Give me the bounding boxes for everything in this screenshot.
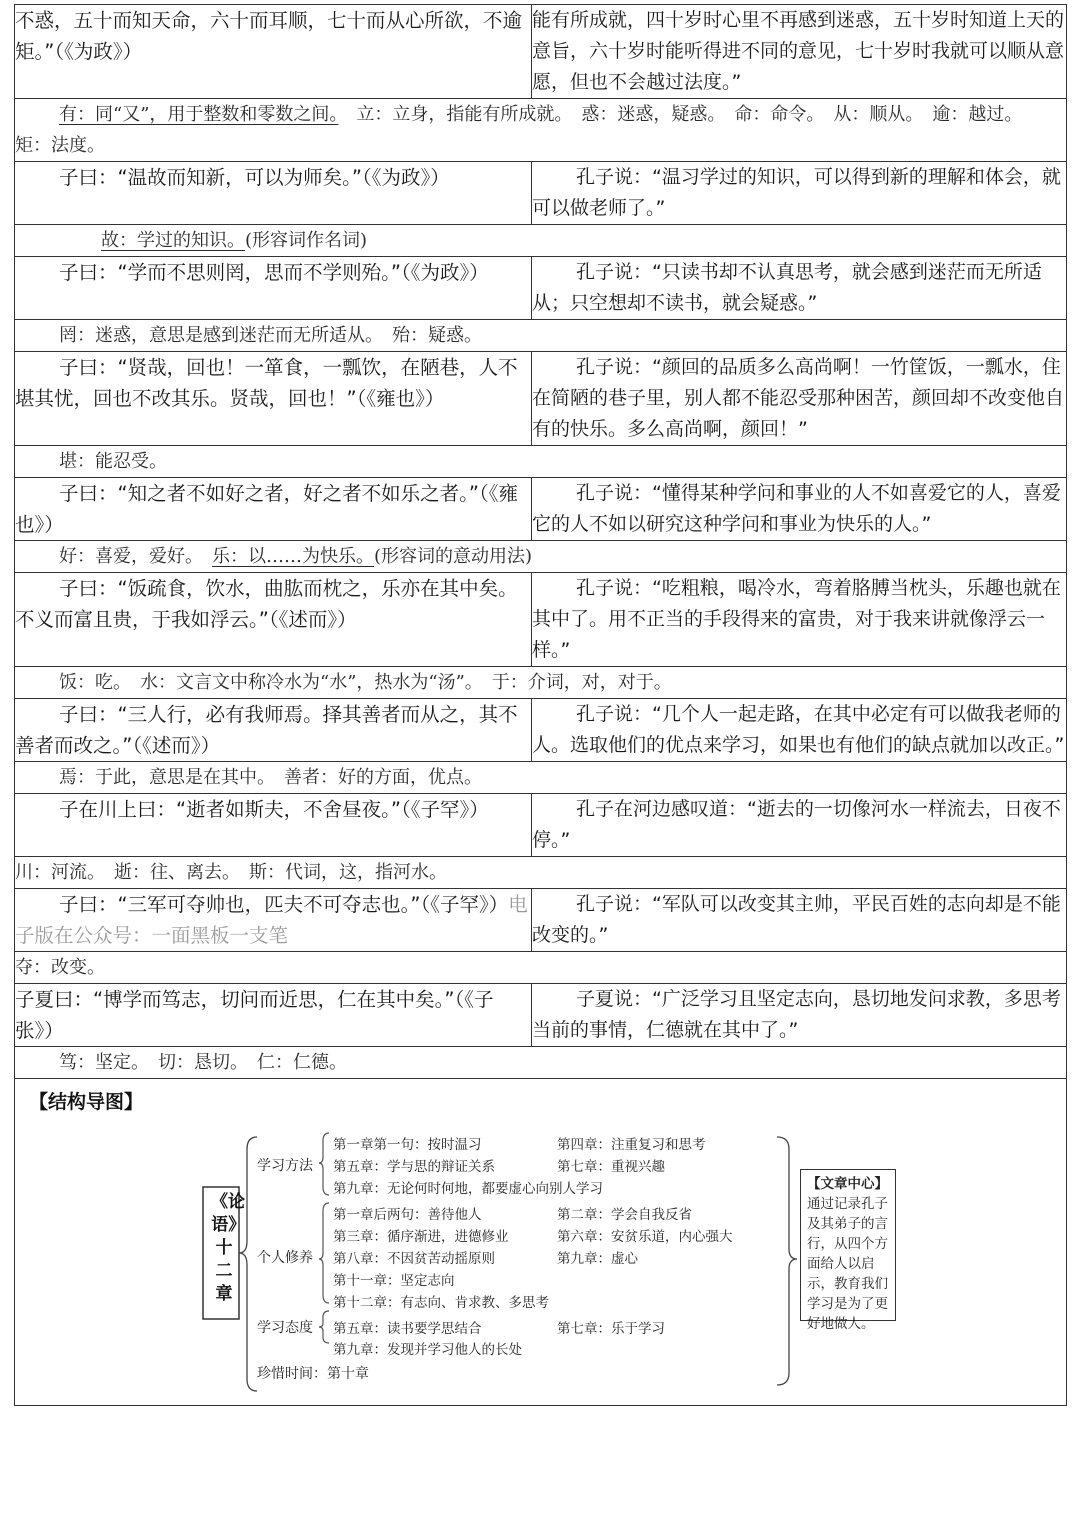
translation-text: 孔子说：“温习学过的知识，可以得到新的理解和体会，就可以做老师了。” [532, 162, 1067, 225]
center-title: 【文章中心】 [807, 1176, 888, 1192]
note-row [15, 446, 1067, 478]
translation-text: 子夏说：“广泛学习且坚定志向，恳切地发问求教，多思考当前的事情，仁德就在其中了。” [532, 984, 1067, 1047]
annotation: 有：同“又”，用于整数和零数之间。 立：立身，指能有所成就。 惑：迷惑，疑惑。 命：命令。 从：顺从。 逾：越过。 矩：法度。 [15, 99, 1067, 162]
source-text: 子曰：“三人行，必有我师焉。择其善者而从之，其不善者而改之。”（《述而》） [15, 699, 532, 762]
table-row [15, 889, 1067, 952]
category-label: 个人修养 [257, 1250, 313, 1266]
annotation: 夺：改变。 [15, 952, 1067, 984]
watermark-text: 电子版在公众号：一面黑板一支笔 [15, 893, 528, 947]
category-item: 第十一章：坚定志向 [333, 1273, 455, 1289]
article-center-box [800, 1169, 896, 1332]
center-text: 通过记录孔子及其弟子的言行，从四个方面给人以启示，教育我们学习是为了更好地做人。 [807, 1196, 888, 1332]
translation-text: 孔子说：“只读书却不认真思考，就会感到迷茫而无所适从；只空想却不读书，就会疑惑。” [532, 257, 1067, 320]
translation-text: 孔子说：“懂得某种学问和事业的人不如喜爱它的人，喜爱它的人不如以研究这种学问和事业为快乐的人。” [532, 478, 1067, 541]
note-row [15, 762, 1067, 794]
source-text: 子夏曰：“博学而笃志，切问而近思，仁在其中矣。”（《子张》） [15, 984, 532, 1047]
table-row [15, 352, 1067, 446]
translation-text: 孔子说：“军队可以改变其主帅，平民百姓的志向却是不能改变的。” [532, 889, 1067, 952]
table-row [15, 573, 1067, 667]
table-row [15, 984, 1067, 1047]
category-item: 第九章：无论何时何地，都要虚心向别人学习 [333, 1181, 603, 1197]
table-row [15, 162, 1067, 225]
category-label: 学习方法 [257, 1158, 313, 1174]
annotation: 罔：迷惑，意思是感到迷茫而无所适从。 殆：疑惑。 [15, 320, 1067, 352]
category-item: 第五章：读书要学思结合 [333, 1321, 482, 1337]
note-row [15, 541, 1067, 573]
category-item: 第四章：注重复习和思考 [557, 1137, 706, 1153]
source-text: 子曰：“饭疏食，饮水，曲肱而枕之，乐亦在其中矣。不义而富且贵，于我如浮云。”（《述而》） [15, 573, 532, 667]
note-row [15, 320, 1067, 352]
structure-map-cell [15, 1079, 1067, 1406]
category-item: 第七章：乐于学习 [557, 1321, 665, 1337]
annotation: 笃：坚定。 切：恳切。 仁：仁德。 [15, 1047, 1067, 1079]
note-row [15, 99, 1067, 162]
category-item: 第八章：不因贫苦动摇原则 [333, 1251, 495, 1267]
annotation: 焉：于此，意思是在其中。 善者：好的方面，优点。 [15, 762, 1067, 794]
category-label: 珍惜时间：第十章 [257, 1366, 369, 1382]
note-row [15, 952, 1067, 984]
lunyu-table [14, 4, 1067, 1406]
category-item: 第一章第一句：按时温习 [333, 1137, 482, 1153]
source-text: 子曰：“学而不思则罔，思而不学则殆。”（《为政》） [15, 257, 532, 320]
category-item: 第六章：安贫乐道，内心强大 [557, 1229, 733, 1245]
source-text: 不惑，五十而知天命，六十而耳顺，七十而从心所欲，不逾矩。”（《为政》） [15, 5, 532, 99]
annotation: 好：喜爱，爱好。 乐：以……为快乐。(形容词的意动用法) [15, 541, 1067, 573]
table-row [15, 257, 1067, 320]
table-row [15, 794, 1067, 857]
note-row [15, 667, 1067, 699]
source-text: 子曰：“贤哉，回也！一箪食，一瓢饮，在陋巷，人不堪其忧，回也不改其乐。贤哉，回也！”（《雍也》） [15, 352, 532, 446]
note-row [15, 225, 1067, 257]
translation-text: 孔子说：“几个人一起走路，在其中必定有可以做我老师的人。选取他们的优点来学习，如果也有他们的缺点就加以改正。” [532, 699, 1067, 762]
annotation: 饭：吃。 水：文言文中称冷水为“水”，热水为“汤”。 于：介词，对，对于。 [15, 667, 1067, 699]
category-label: 学习态度 [257, 1320, 313, 1336]
source-text: 子曰：“三军可夺帅也，匹夫不可夺志也。”（《子罕》）电子版在公众号：一面黑板一支笔 [15, 889, 532, 952]
table-row [15, 478, 1067, 541]
source-text: 子曰：“知之者不如好之者，好之者不如乐之者。”（《雍也》） [15, 478, 532, 541]
note-row [15, 1047, 1067, 1079]
source-text: 子曰：“温故而知新，可以为师矣。”（《为政》） [15, 162, 532, 225]
structure-map [195, 1129, 915, 1399]
translation-text: 孔子在河边感叹道：“逝去的一切像河水一样流去，日夜不停。” [532, 794, 1067, 857]
category-item: 第三章：循序渐进，进德修业 [333, 1229, 509, 1245]
translation-text: 能有所成就，四十岁时心里不再感到迷惑，五十岁时知道上天的意旨，六十岁时能听得进不同的意见，七十岁时我就可以顺从意愿，但也不会越过法度。” [532, 5, 1067, 99]
structure-heading: 【结构导图】 [29, 1091, 144, 1113]
annotation: 川：河流。 逝：往、离去。 斯：代词，这，指河水。 [15, 857, 1067, 889]
annotation: 故：学过的知识。(形容词作名词) [15, 225, 1067, 257]
table-row [15, 699, 1067, 762]
note-row [15, 857, 1067, 889]
translation-text: 孔子说：“颜回的品质多么高尚啊！一竹筐饭，一瓢水，住在简陋的巷子里，别人都不能忍受那种困苦，颜回却不改变他自有的快乐。多么高尚啊，颜回！” [532, 352, 1067, 446]
translation-text: 孔子说：“吃粗粮，喝冷水，弯着胳膊当枕头，乐趣也就在其中了。用不正当的手段得来的富贵，对于我来讲就像浮云一样。” [532, 573, 1067, 667]
structure-row [15, 1079, 1067, 1406]
category-item: 第一章后两句：善待他人 [333, 1207, 482, 1223]
source-text: 子在川上曰：“逝者如斯夫，不舍昼夜。”（《子罕》） [15, 794, 532, 857]
category-item: 第九章：发现并学习他人的长处 [333, 1342, 522, 1358]
category-item: 第五章：学与思的辩证关系 [333, 1159, 495, 1175]
category-item: 第九章：虚心 [557, 1251, 638, 1267]
category-item: 第二章：学会自我反省 [557, 1207, 692, 1223]
annotation: 堪：能忍受。 [15, 446, 1067, 478]
map-root-title: 《论语》十二章 [211, 1192, 245, 1304]
table-row [15, 5, 1067, 99]
category-item: 第十二章：有志向、肯求教、多思考 [333, 1295, 549, 1311]
category-item: 第七章：重视兴趣 [557, 1159, 665, 1175]
